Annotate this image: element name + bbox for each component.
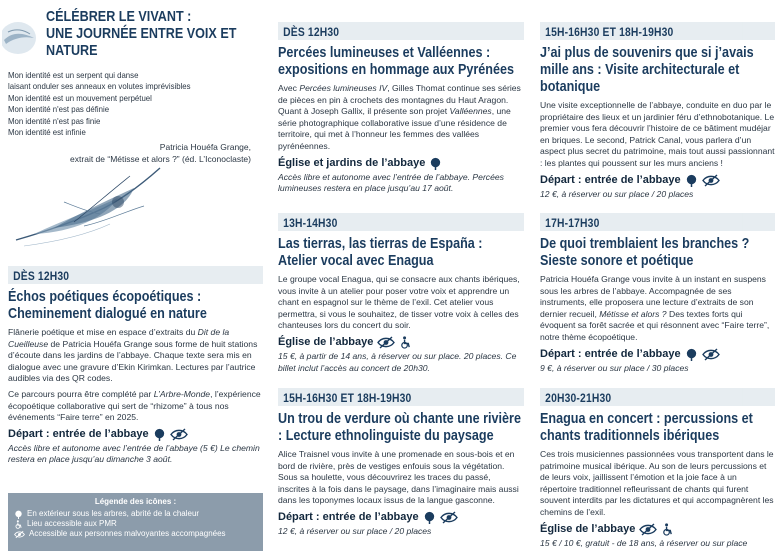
event-description: Une visite exceptionnelle de l’abbaye, conduite en duo par le propriétaire des lieux et un jardinier féru d’ethnobotanique. Le premier vous fera découvrir l’histoire de ce bâtiment mudéjar en briques. Le second, Patrick Canal, vous parlera d’un aspect plus secret du patrimoine, mais tout aussi passionnant : les plantes qui poussent sur les murs anciens ! bbox=[540, 100, 775, 168]
event-location-text: Départ : entrée de l’abbaye bbox=[8, 428, 149, 441]
event-souvenirs bbox=[540, 22, 775, 200]
event-title: Enagua en concert : percussions et chants traditionnels ibériques bbox=[540, 410, 753, 444]
page-title bbox=[46, 8, 273, 59]
eye-icon bbox=[440, 511, 458, 524]
event-branches bbox=[540, 213, 775, 374]
event-access: 15 €, à partir de 14 ans, à réserver ou sur place. 20 places. Ce billet inclut l’accès au concert de 20h30. bbox=[278, 350, 517, 373]
poem-block bbox=[8, 70, 263, 165]
engraving-illustration bbox=[14, 162, 164, 254]
tree-icon bbox=[14, 510, 23, 519]
event-description-text: Flânerie poétique et mise en espace d’extraits du bbox=[8, 327, 198, 337]
event-description-text: Patricia Houéfa Grange vous invite à un instant en suspens sous les arbres de l’abbaye. Accompagnée de ses instruments, elle proposera une lecture d’extraits de son dernier recueil, bbox=[540, 274, 766, 319]
event-location bbox=[278, 511, 524, 524]
event-description-text: de Patricia Houéfa Grange sous forme de huit stations d’écoute dans les jardins de l’abbaye. Chaque texte sera mis en dialogue avec une gravure d’Ekin Kirimkan. Lectures par l’autrice audibles via des QR codes. bbox=[8, 338, 258, 384]
book-title: Métisse et alors ? bbox=[599, 308, 667, 319]
event-description-text: , une série photographique collaborative issue d’une résidence de territoire, qui met à l’honneur les femmes des vallées pyrénéennes. bbox=[278, 106, 511, 151]
event-time: 15H-16H30 ET 18H-19H30 bbox=[278, 388, 490, 406]
event-title: De quoi tremblaient les branches ? Sieste sonore et poétique bbox=[540, 235, 750, 269]
legend-title: Légende des icônes : bbox=[94, 497, 177, 506]
legend-item-label: Accessible aux personnes malvoyantes accompagnées bbox=[29, 529, 226, 538]
tree-icon bbox=[685, 174, 698, 187]
tree-icon bbox=[153, 428, 166, 441]
event-title: J’ai plus de souvenirs que si j’avais mille ans : Visite architecturale et botanique bbox=[540, 44, 754, 95]
event-description bbox=[8, 327, 263, 385]
poem-line: Mon identité n'est pas définie bbox=[8, 104, 110, 115]
eye-icon bbox=[14, 530, 25, 539]
event-time: 17H-17H30 bbox=[540, 213, 742, 231]
eye-icon bbox=[702, 174, 720, 187]
work-title: Percées lumineuses IV bbox=[299, 83, 388, 93]
event-description-text: Des textes forts qui évoquent sa forêt sacrée et qui résonnent avec “Faire terre”, notre thème écopoétique. bbox=[540, 308, 770, 342]
event-location-text: Départ : entrée de l’abbaye bbox=[278, 511, 419, 524]
tree-icon bbox=[423, 511, 436, 524]
legend-item bbox=[14, 519, 257, 529]
poem-credit-source: extrait de “Métisse et alors ?” (éd. L’Iconoclaste) bbox=[70, 153, 251, 164]
event-location bbox=[540, 348, 775, 361]
event-location-text: Église et jardins de l’abbaye bbox=[278, 157, 426, 170]
event-access: Accès libre et autonome avec l’entrée de l’abbaye (5 €) Le chemin restera en place jusqu’au dimanche 3 août. bbox=[8, 442, 260, 465]
event-description bbox=[540, 274, 775, 344]
event-echos bbox=[8, 266, 263, 466]
event-access: 15 € / 10 €, gratuit - de 18 ans, à réserver ou sur place bbox=[540, 537, 748, 548]
event-description-text: Ce parcours pourra être complété par bbox=[8, 388, 154, 399]
poem-line: Mon identité est infinie bbox=[8, 127, 86, 138]
event-time: 13H-14H30 bbox=[278, 213, 490, 231]
icon-legend bbox=[8, 493, 263, 551]
page-title-line2: UNE JOURNÉE ENTRE VOIX ET NATURE bbox=[46, 25, 237, 59]
wheelchair-icon bbox=[14, 520, 23, 529]
event-location-text: Départ : entrée de l’abbaye bbox=[540, 348, 681, 361]
event-title: Échos poétiques écopoétiques : Cheminement dialogué en nature bbox=[8, 288, 207, 322]
event-access: 12 €, à réserver ou sur place / 20 places bbox=[278, 525, 432, 536]
poem-credit-author: Patricia Houéfa Grange, bbox=[159, 142, 251, 153]
event-description bbox=[278, 83, 524, 153]
eye-icon bbox=[377, 336, 395, 349]
poem-line: Mon identité n'est pas finie bbox=[8, 115, 101, 126]
event-location bbox=[540, 174, 775, 187]
event-percees bbox=[278, 22, 524, 195]
event-location bbox=[540, 523, 775, 536]
event-location bbox=[278, 157, 524, 170]
page-title-line1: CÉLÉBRER LE VIVANT : bbox=[46, 8, 192, 25]
tree-icon bbox=[685, 348, 698, 361]
legend-item-label: Lieu accessible aux PMR bbox=[27, 519, 117, 528]
event-title: Las tierras, las tierras de España : Atelier vocal avec Enagua bbox=[278, 235, 483, 269]
event-description-text: , l’expérience écopoétique collaborative qui sert de “rhizome” à tous nos événements “Faire terre” en 2025. bbox=[8, 388, 261, 423]
wheelchair-icon bbox=[661, 523, 674, 536]
legend-item bbox=[14, 509, 257, 519]
event-location-text: Église de l’abbaye bbox=[278, 336, 374, 349]
event-location-text: Église de l’abbaye bbox=[540, 523, 636, 536]
event-trou bbox=[278, 388, 524, 538]
header-decoration-icon bbox=[2, 18, 42, 58]
event-access: 12 €, à réserver ou sur place / 20 places bbox=[540, 188, 694, 199]
event-description: Le groupe vocal Enagua, qui se consacre aux chants ibériques, vous invite à un atelier pour poser votre voix et apprendre un chant en espagnol sur le thème de l’exil. Cet atelier vous permettra, si vous le souhaitez, de tisser votre voix à celles des chanteuses lors du concert du soir. bbox=[278, 274, 520, 331]
event-time: 20H30-21H30 bbox=[540, 388, 742, 406]
eye-icon bbox=[702, 348, 720, 361]
legend-item-label: En extérieur sous les arbres, abrité de la chaleur bbox=[27, 509, 200, 518]
event-tierras bbox=[278, 213, 524, 374]
event-title: Un trou de verdure où chante une rivière : Lecture ethnolinguiste du paysage bbox=[278, 410, 521, 444]
event-description-text: , Gilles Thomat continue ses séries de pièces en pin à crochets des montagnes du Haut Aragon. Quant à Joseph Gallix, il présente son projet bbox=[278, 83, 521, 117]
eye-icon bbox=[170, 428, 188, 441]
work-title: Valléennes bbox=[449, 106, 492, 117]
event-location bbox=[8, 428, 263, 441]
event-time: DÈS 12H30 bbox=[278, 22, 490, 40]
poem-line: Mon identité est un serpent qui danse bbox=[8, 70, 139, 80]
event-access: 9 €, à réserver ou sur place / 30 places bbox=[540, 362, 689, 373]
poem-line: Mon identité est un mouvement perpétuel bbox=[8, 92, 152, 103]
event-location bbox=[278, 336, 524, 349]
event-description: Ces trois musiciennes passionnées vous transportent dans le patrimoine musical ibérique. Au son de leurs percussions et de leurs voix, jaillissent l’émotion et la joie face à un répertoire traditionnel refleurissant de chants qui furent souvent interdits par les dictatures et qui accompagnèrent les chemins de l’exil. bbox=[540, 449, 774, 517]
legend-item bbox=[14, 529, 257, 539]
event-description bbox=[8, 389, 263, 424]
work-title: L’Arbre-Monde bbox=[153, 388, 211, 399]
event-title: Percées lumineuses et Valléennes : expositions en hommage aux Pyrénées bbox=[278, 44, 514, 78]
event-description-text: Avec bbox=[278, 83, 300, 93]
event-enagua bbox=[540, 388, 775, 549]
event-location-text: Départ : entrée de l’abbaye bbox=[540, 174, 681, 187]
book-title: Dit de la Cueilleuse bbox=[8, 327, 230, 349]
event-time: 15H-16H30 ET 18H-19H30 bbox=[540, 22, 742, 40]
tree-icon bbox=[429, 157, 442, 170]
event-access: Accès libre et autonome avec l’entrée de l’abbaye. Percées lumineuses restera en place jusqu’au 17 août. bbox=[278, 171, 504, 194]
wheelchair-icon bbox=[399, 336, 412, 349]
event-time: DÈS 12H30 bbox=[8, 266, 227, 284]
event-description: Alice Traisnel vous invite à une promenade en sous-bois et en bord de rivière, près de vestiges enfouis sous la végétation. Sous sa houlette, vous découvrirez les traces du passé, inscrites à la fois dans le paysage, dans l’imaginaire mais aussi dans les toponymes locaux issus de la langue gasconne. bbox=[278, 449, 519, 506]
eye-icon bbox=[639, 523, 657, 536]
poem-line: laisant onduler ses anneaux en volutes imprévisibles bbox=[8, 81, 191, 92]
